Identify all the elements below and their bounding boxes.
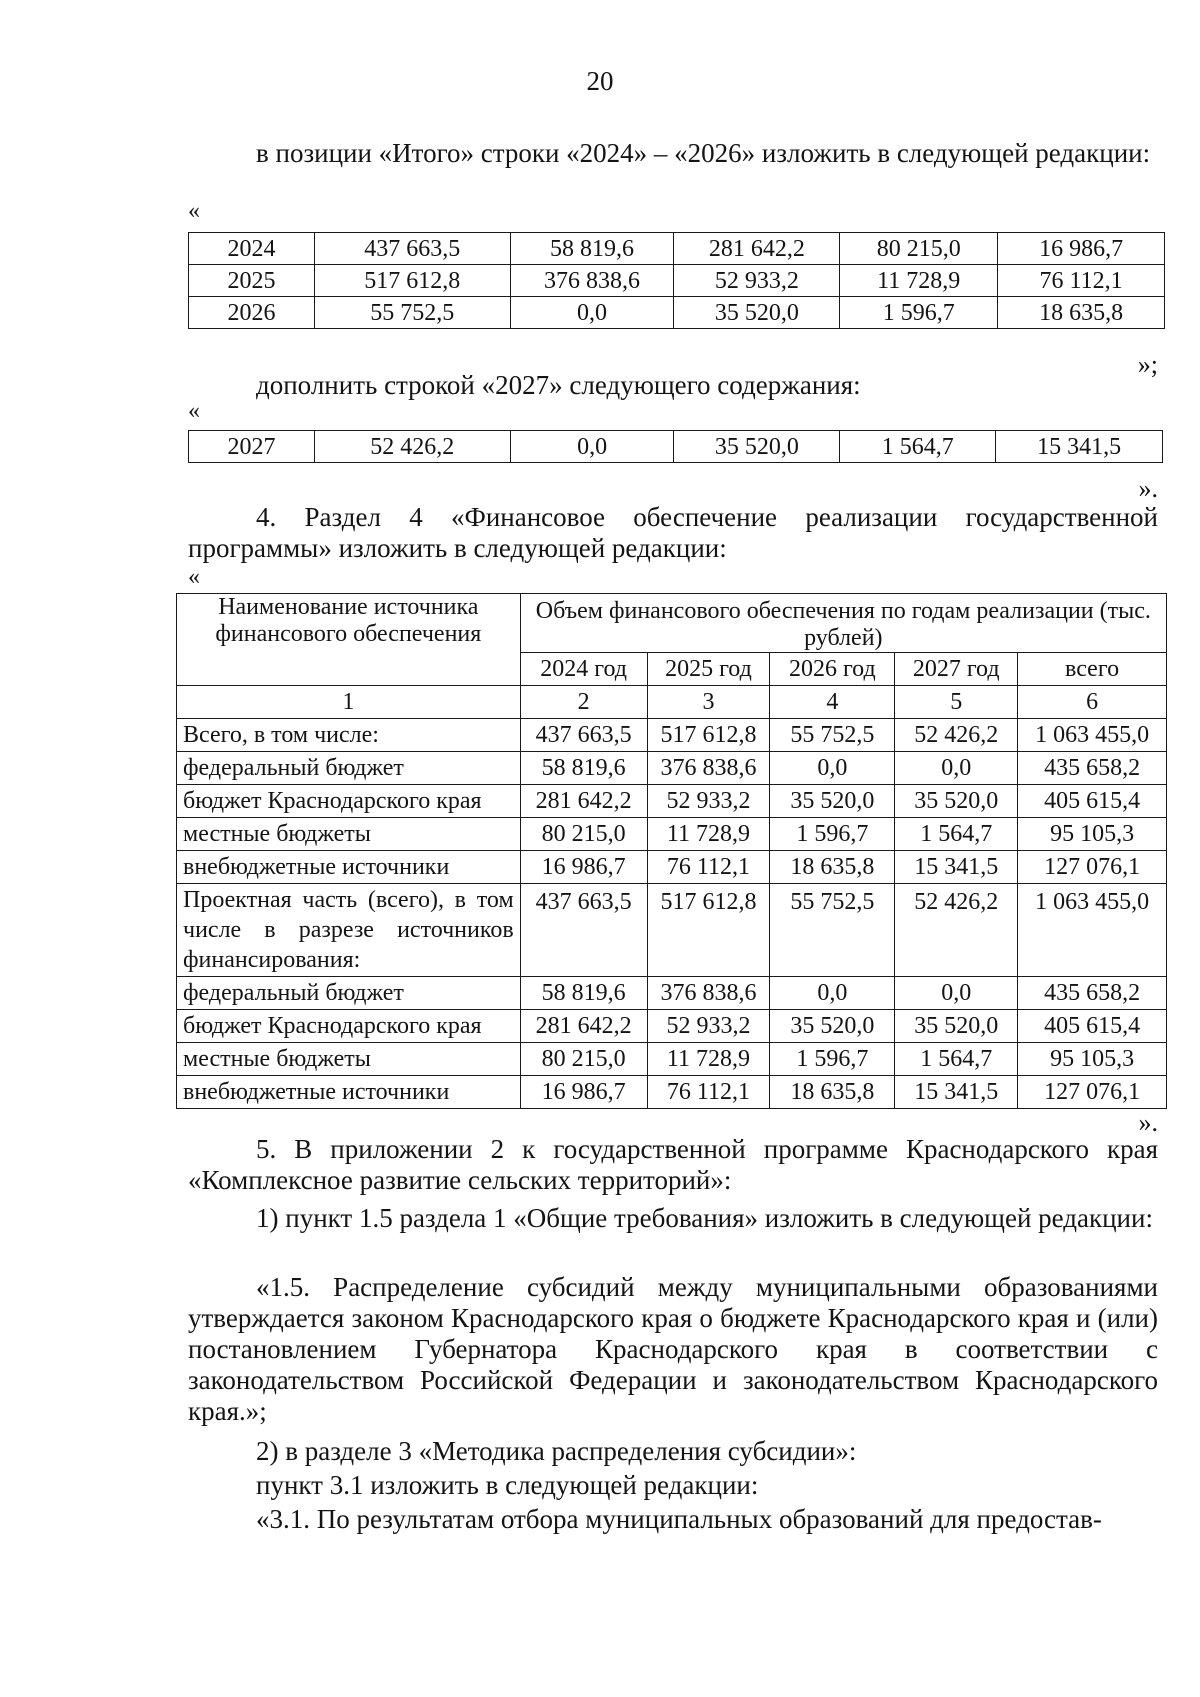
table-cell: 1 596,7 bbox=[840, 297, 998, 329]
table-cell: 95 105,3 bbox=[1018, 818, 1167, 851]
table-cell: 76 112,1 bbox=[647, 851, 770, 884]
table-cell: 35 520,0 bbox=[895, 785, 1018, 818]
table-row bbox=[177, 1076, 1167, 1109]
row-label: Всего, в том числе: bbox=[177, 719, 521, 752]
table-cell: 1 564,7 bbox=[840, 431, 996, 463]
table-cell: 0,0 bbox=[770, 752, 895, 785]
table-row bbox=[177, 1010, 1167, 1043]
section-5-heading: 5. В приложении 2 к государственной программе Краснодарского края «Комплексное развитие сельских территорий»: bbox=[188, 1134, 1158, 1195]
row-label: Проектная часть (всего), в том числе в разрезе источников финансирования: bbox=[177, 884, 521, 977]
table-cell: 52 426,2 bbox=[895, 719, 1018, 752]
table-cell: 517 612,8 bbox=[647, 719, 770, 752]
table-header-row bbox=[177, 594, 1167, 653]
table-row bbox=[189, 265, 1165, 297]
header-total: всего bbox=[1018, 653, 1167, 686]
item-3-1-text: «3.1. По результатам отбора муниципальных образований для предостав- bbox=[256, 1504, 1102, 1534]
item-2: 2) в разделе 3 «Методика распределения субсидии»: bbox=[256, 1436, 857, 1466]
table-row bbox=[177, 851, 1167, 884]
table-cell: 18 635,8 bbox=[770, 1076, 895, 1109]
table-cell: 58 819,6 bbox=[520, 977, 647, 1010]
table-cell: 11 728,9 bbox=[840, 265, 998, 297]
table-cell: 16 986,7 bbox=[520, 1076, 647, 1109]
itogo-table bbox=[188, 232, 1165, 329]
row-label: местные бюджеты bbox=[177, 1043, 521, 1076]
table-row bbox=[177, 719, 1167, 752]
table-row bbox=[189, 297, 1165, 329]
table-cell: 281 642,2 bbox=[520, 785, 647, 818]
table-cell: 15 341,5 bbox=[895, 851, 1018, 884]
table-row bbox=[177, 818, 1167, 851]
header-volume: Объем финансового обеспечения по годам реализации (тыс. рублей) bbox=[520, 594, 1166, 653]
table-cell: 437 663,5 bbox=[520, 884, 647, 977]
item-3-1-intro: пункт 3.1 изложить в следующей редакции: bbox=[256, 1470, 759, 1500]
column-number: 5 bbox=[895, 686, 1018, 719]
table-cell: 405 615,4 bbox=[1018, 1010, 1167, 1043]
row-label: местные бюджеты bbox=[177, 818, 521, 851]
item-1-5-text: «1.5. Распределение субсидий между муниципальными образованиями утверждается законом Краснодарского края о бюджете Краснодарского края и (или) постановлением Губернатора Краснодарского края в соответствии с законодательством Российской Федерации и законодательством Краснодарского края.»; bbox=[188, 1272, 1158, 1426]
table-cell: 2026 bbox=[189, 297, 315, 329]
header-year: 2027 год bbox=[895, 653, 1018, 686]
table-cell: 35 520,0 bbox=[674, 431, 840, 463]
table-cell: 435 658,2 bbox=[1018, 977, 1167, 1010]
column-number: 4 bbox=[770, 686, 895, 719]
table-cell: 35 520,0 bbox=[770, 785, 895, 818]
table-cell: 52 933,2 bbox=[647, 1010, 770, 1043]
table-cell: 80 215,0 bbox=[520, 818, 647, 851]
close-quote: »; bbox=[1137, 350, 1158, 379]
table-cell: 0,0 bbox=[510, 431, 674, 463]
table-cell: 2027 bbox=[189, 431, 315, 463]
table-row bbox=[189, 233, 1165, 265]
table-cell: 80 215,0 bbox=[520, 1043, 647, 1076]
table-cell: 35 520,0 bbox=[674, 297, 840, 329]
table-cell: 127 076,1 bbox=[1018, 1076, 1167, 1109]
table-cell: 1 063 455,0 bbox=[1018, 884, 1167, 977]
column-number: 3 bbox=[647, 686, 770, 719]
open-quote: « bbox=[188, 564, 200, 590]
intro-2027: дополнить строкой «2027» следующего содержания: bbox=[256, 370, 861, 400]
table-cell: 1 596,7 bbox=[770, 818, 895, 851]
table-cell: 0,0 bbox=[770, 977, 895, 1010]
table-row bbox=[177, 884, 1167, 977]
table-cell: 376 838,6 bbox=[647, 752, 770, 785]
table-cell: 52 426,2 bbox=[314, 431, 510, 463]
table-cell: 58 819,6 bbox=[510, 233, 674, 265]
table-cell: 76 112,1 bbox=[998, 265, 1165, 297]
table-cell: 55 752,5 bbox=[314, 297, 510, 329]
close-quote: ». bbox=[1138, 1108, 1158, 1137]
column-number: 1 bbox=[177, 686, 521, 719]
table-row bbox=[189, 431, 1163, 463]
row-label: внебюджетные источники bbox=[177, 1076, 521, 1109]
header-year: 2024 год bbox=[520, 653, 647, 686]
table-cell: 52 933,2 bbox=[647, 785, 770, 818]
column-number: 2 bbox=[520, 686, 647, 719]
table-cell: 2024 bbox=[189, 233, 315, 265]
open-quote: « bbox=[188, 398, 200, 424]
row-label: бюджет Краснодарского края bbox=[177, 1010, 521, 1043]
table-row bbox=[177, 752, 1167, 785]
table-cell: 281 642,2 bbox=[674, 233, 840, 265]
table-cell: 127 076,1 bbox=[1018, 851, 1167, 884]
page-number: 20 bbox=[586, 66, 614, 96]
table-cell: 52 426,2 bbox=[895, 884, 1018, 977]
table-cell: 437 663,5 bbox=[314, 233, 510, 265]
table-cell: 1 564,7 bbox=[895, 818, 1018, 851]
table-cell: 16 986,7 bbox=[998, 233, 1165, 265]
table-cell: 2025 bbox=[189, 265, 315, 297]
table-cell: 11 728,9 bbox=[647, 818, 770, 851]
table-cell: 55 752,5 bbox=[770, 719, 895, 752]
table-cell: 0,0 bbox=[895, 752, 1018, 785]
table-cell: 405 615,4 bbox=[1018, 785, 1167, 818]
section-4-heading: 4. Раздел 4 «Финансовое обеспечение реализации государственной программы» изложить в следующей редакции: bbox=[188, 502, 1158, 563]
table-cell: 18 635,8 bbox=[770, 851, 895, 884]
table-cell: 376 838,6 bbox=[647, 977, 770, 1010]
table-cell: 80 215,0 bbox=[840, 233, 998, 265]
itogo-intro: в позиции «Итого» строки «2024» – «2026» изложить в следующей редакции: bbox=[256, 138, 1151, 168]
table-cell: 15 341,5 bbox=[895, 1076, 1018, 1109]
table-cell: 15 341,5 bbox=[996, 431, 1163, 463]
table-cell: 1 564,7 bbox=[895, 1043, 1018, 1076]
table-cell: 376 838,6 bbox=[510, 265, 674, 297]
table-cell: 55 752,5 bbox=[770, 884, 895, 977]
table-cell: 58 819,6 bbox=[520, 752, 647, 785]
table-cell: 35 520,0 bbox=[895, 1010, 1018, 1043]
row-label: бюджет Краснодарского края bbox=[177, 785, 521, 818]
table-cell: 52 933,2 bbox=[674, 265, 840, 297]
table-cell: 11 728,9 bbox=[647, 1043, 770, 1076]
table-cell: 18 635,8 bbox=[998, 297, 1165, 329]
column-number: 6 bbox=[1018, 686, 1167, 719]
table-cell: 1 596,7 bbox=[770, 1043, 895, 1076]
table-cell: 16 986,7 bbox=[520, 851, 647, 884]
row-label: внебюджетные источники bbox=[177, 851, 521, 884]
row-2027-table bbox=[188, 430, 1163, 463]
header-source: Наименование источника финансового обеспечения bbox=[177, 594, 521, 686]
table-row bbox=[177, 1043, 1167, 1076]
table-cell: 95 105,3 bbox=[1018, 1043, 1167, 1076]
item-1: 1) пункт 1.5 раздела 1 «Общие требования» изложить в следующей редакции: bbox=[256, 1203, 1153, 1233]
header-year: 2025 год bbox=[647, 653, 770, 686]
table-cell: 437 663,5 bbox=[520, 719, 647, 752]
table-cell: 517 612,8 bbox=[314, 265, 510, 297]
row-label: федеральный бюджет bbox=[177, 752, 521, 785]
financing-table bbox=[176, 593, 1167, 1109]
row-label: федеральный бюджет bbox=[177, 977, 521, 1010]
table-cell: 35 520,0 bbox=[770, 1010, 895, 1043]
open-quote: « bbox=[188, 198, 200, 224]
column-number-row bbox=[177, 686, 1167, 719]
table-cell: 76 112,1 bbox=[647, 1076, 770, 1109]
table-row bbox=[177, 977, 1167, 1010]
table-row bbox=[177, 785, 1167, 818]
header-year: 2026 год bbox=[770, 653, 895, 686]
table-cell: 517 612,8 bbox=[647, 884, 770, 977]
table-cell: 435 658,2 bbox=[1018, 752, 1167, 785]
table-cell: 0,0 bbox=[895, 977, 1018, 1010]
table-cell: 281 642,2 bbox=[520, 1010, 647, 1043]
table-cell: 0,0 bbox=[510, 297, 674, 329]
table-cell: 1 063 455,0 bbox=[1018, 719, 1167, 752]
close-quote: ». bbox=[1138, 474, 1158, 503]
